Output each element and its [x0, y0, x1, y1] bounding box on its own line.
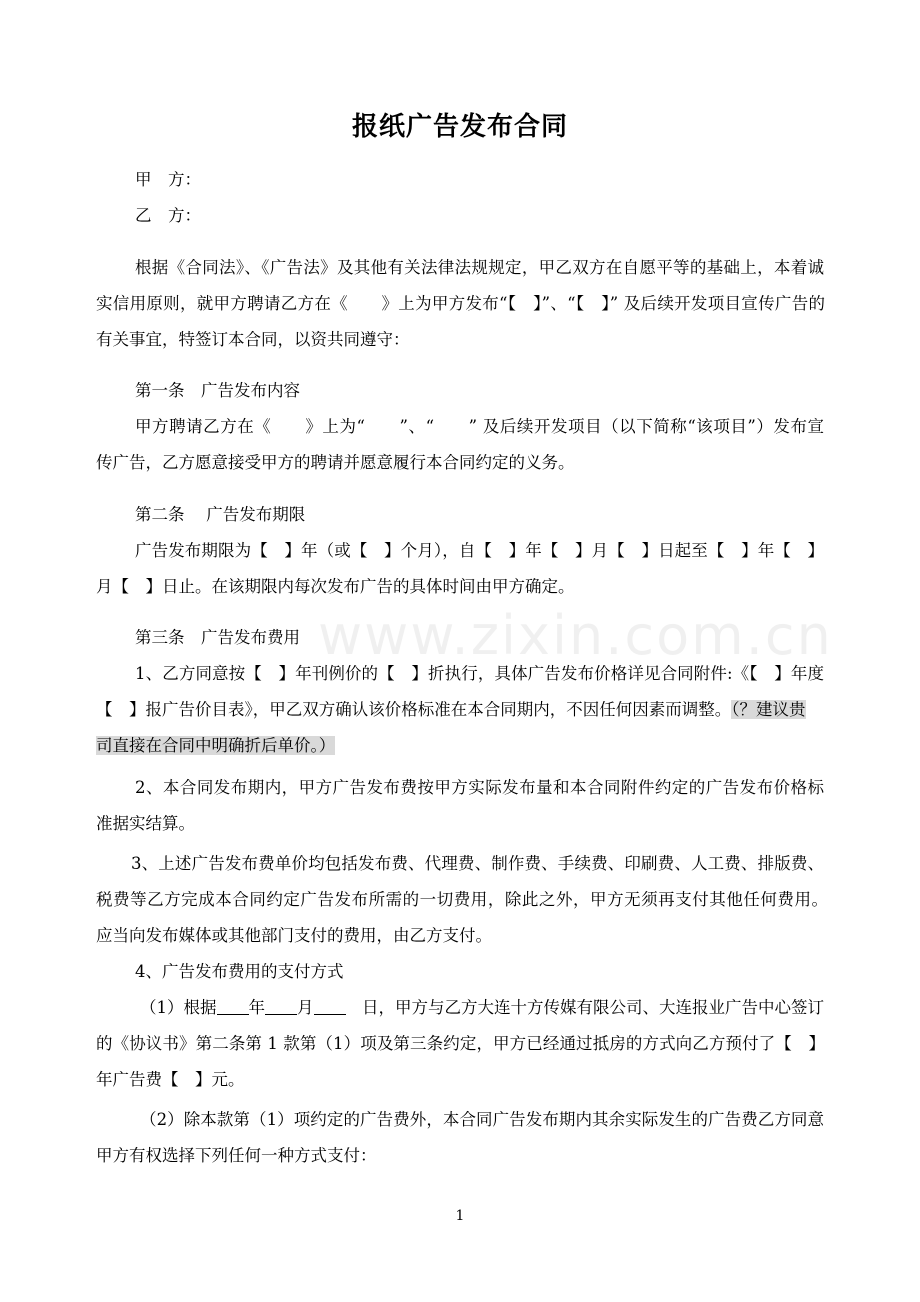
- article-3-item-4-heading: 4、广告发布费用的支付方式: [135, 962, 344, 981]
- article-3-item-4-1-line-3: 年广告费【 】元。: [96, 1070, 245, 1089]
- article-3-item-1-line-2: [96, 699, 806, 721]
- page-number: 1: [455, 1208, 465, 1224]
- article-3-item-4-1-line-2: 的《协议书》第二条第 1 款第（1）项及第三条约定，甲方已经通过抵房的方式向乙方预付了【 】: [96, 1034, 825, 1053]
- article-1-heading: 第一条 广告发布内容: [135, 381, 300, 400]
- year-blank: [217, 998, 249, 1015]
- preamble-line-3: 有关事宜，特签订本合同，以资共同遵守：: [96, 330, 410, 349]
- highlighted-note-continued: 司直接在合同中明确折后单价。）: [96, 736, 336, 755]
- article-3-item-2-line-2: 准据实结算。: [96, 814, 195, 833]
- item-4-1-intro: （1）根据 年 月: [140, 997, 346, 1019]
- article-3-item-3-line-3: 应当向发布媒体或其他部门支付的费用，由乙方支付。: [96, 926, 492, 945]
- watermark-text: www.zixin.com.cn: [318, 604, 833, 667]
- article-2-line-1: 广告发布期限为【 】年（或【 】个月），自【 】年【 】月【 】日起至【 】年【 】: [135, 541, 824, 560]
- article-3-item-1-line-3: [96, 735, 335, 757]
- article-3-item-3-line-2: 税费等乙方完成本合同约定广告发布所需的一切费用，除此之外，甲方无须再支付其他任何费用。: [96, 890, 828, 909]
- article-3-item-3-line-1: 3、上述广告发布费单价均包括发布费、代理费、制作费、手续费、印刷费、人工费、排版费、: [131, 854, 824, 873]
- article-1-line-2: 传广告，乙方愿意接受甲方的聘请并愿意履行本合同约定的义务。: [96, 453, 575, 472]
- article-3-item-4-2-line-1: （2）除本款第（1）项约定的广告费外，本合同广告发布期内其余实际发生的广告费乙方同意: [140, 1110, 824, 1129]
- party-b-label: 乙 方：: [135, 206, 201, 225]
- article-2-line-2: 月【 】日止。在该期限内每次发布广告的具体时间由甲方确定。: [96, 577, 575, 596]
- article-2-heading: 第二条 广告发布期限: [135, 505, 306, 524]
- item-4-1-rest: 日，甲方与乙方大连十方传媒有限公司、大连报业广告中心签订: [362, 998, 824, 1017]
- article-3-item-2-line-1: 2、本合同发布期内，甲方广告发布费按甲方实际发布量和本合同附件约定的广告发布价格标: [135, 778, 824, 797]
- document-title: 报纸广告发布合同: [351, 112, 568, 142]
- article-3-item-1-line-1: 1、乙方同意按【 】年刊例价的【 】折执行，具体广告发布价格详见合同附件:《【 】年度: [135, 664, 824, 683]
- party-a-label: 甲 方：: [135, 170, 201, 189]
- preamble-line-2: 实信用原则，就甲方聘请乙方在《 》上为甲方发布“【 】”、“【 】” 及后续开发项目宣传广告的: [96, 294, 825, 313]
- month-blank: [265, 998, 297, 1015]
- day-blank: [314, 998, 346, 1015]
- preamble-line-1: 根据《合同法》、《广告法》及其他有关法律法规规定，甲乙双方在自愿平等的基础上，本着诚: [135, 258, 824, 277]
- article-3-heading: 第三条 广告发布费用: [135, 628, 300, 647]
- article-3-item-1-line-2-text: 【 】报广告价目表》，甲乙双方确认该价格标准在本合同期内，不因任何因素而调整。: [96, 700, 732, 719]
- article-1-line-1: 甲方聘请乙方在《 》上为“ ”、“ ” 及后续开发项目（以下简称“该项目”）发布宣: [135, 417, 824, 436]
- article-3-item-4-2-line-2: 甲方有权选择下列任何一种方式支付：: [96, 1146, 377, 1165]
- highlighted-note: （？建议贵: [731, 700, 806, 719]
- article-3-item-4-1-line-1: [140, 997, 824, 1019]
